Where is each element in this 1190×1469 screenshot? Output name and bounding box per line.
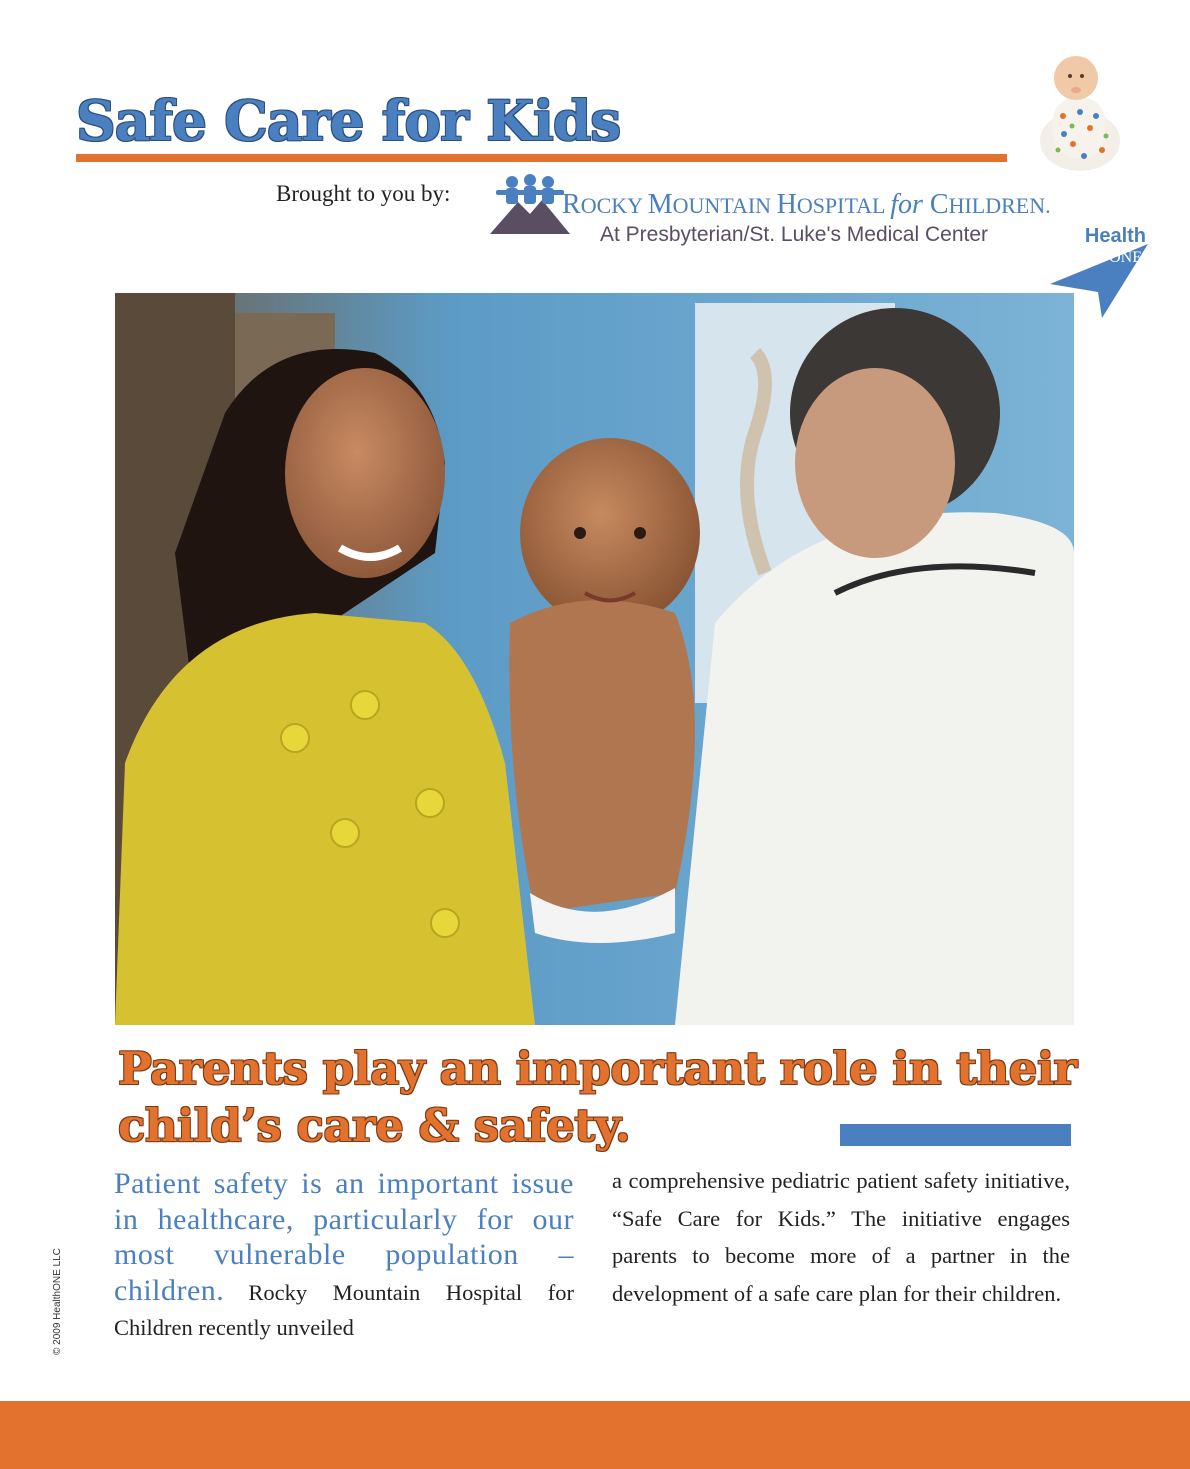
healthone-word: Health	[1084, 225, 1146, 247]
copyright-notice: © 2009 HealthONE LLC	[52, 1248, 63, 1355]
hospital-name: ROCKY MOUNTAIN HOSPITAL for CHILDREN.	[562, 189, 1051, 220]
article-left-body: Rocky Mountain Hospital for Children recently unveiled	[114, 1279, 574, 1340]
title-underline	[76, 154, 1007, 162]
rocky-mountain-logo-icon	[490, 172, 570, 236]
one-word: ONE	[1109, 249, 1142, 266]
baby-illustration	[1018, 46, 1136, 174]
footer-bar	[0, 1401, 1190, 1469]
article-right-column: a comprehensive pediatric patient safety initiative, “Safe Care for Kids.” The initiative engages parents to become more of a partner in the development of a safe care plan for their children.	[612, 1168, 1070, 1306]
headline-accent-bar	[840, 1124, 1071, 1146]
headline: Parents play an important role in their child’s care & safety.	[118, 1042, 1077, 1152]
article-lead: Patient safety is an important issue in healthcare, particularly for our most vulnerable population – children.	[114, 1167, 574, 1307]
page-title: Safe Care for Kids	[76, 88, 621, 153]
brought-by-label: Brought to you by:	[276, 181, 451, 206]
hospital-subtitle: At Presbyterian/St. Luke's Medical Center	[600, 223, 989, 246]
article-left-column	[114, 1166, 574, 1346]
hero-photo	[115, 293, 1074, 1025]
